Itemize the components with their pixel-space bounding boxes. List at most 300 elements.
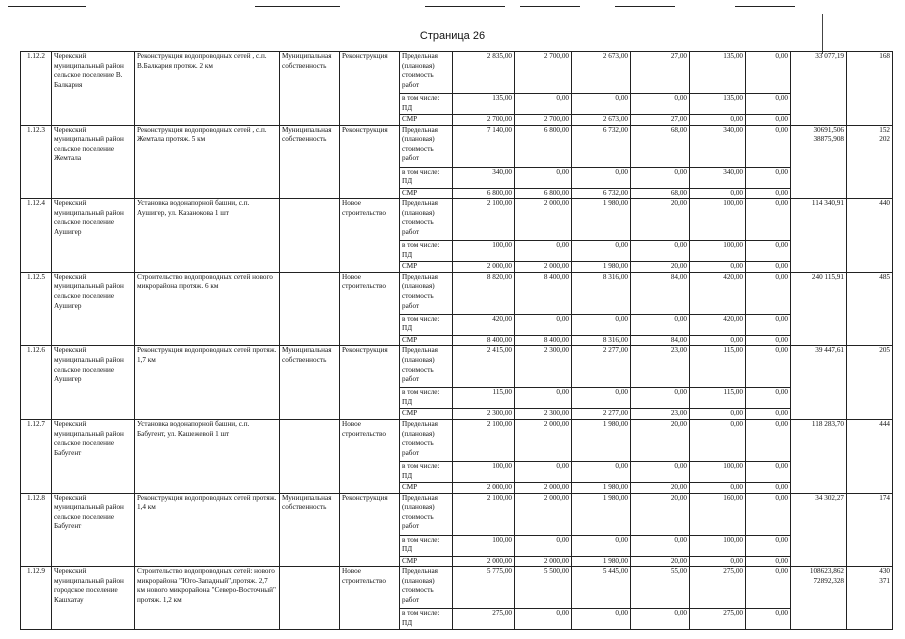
cost-label-line: работ xyxy=(402,227,420,236)
cost-label-line: (плановая) xyxy=(402,61,435,70)
total-label: в том числе: xyxy=(402,167,440,176)
row-number: 1.12.5 xyxy=(21,272,52,346)
description-cell: Реконструкция водопроводных сетей , с.п. Жемтала протяж. 5 км xyxy=(135,125,280,199)
limit-value: 20,00 xyxy=(631,199,690,241)
last-value-cell xyxy=(847,493,893,567)
location-cell: Черекский муниципальный район сельское поселение В. Балкария xyxy=(52,52,135,126)
smr-value: 68,00 xyxy=(631,188,690,199)
smr-value: 23,00 xyxy=(631,409,690,420)
pd-value: 0,00 xyxy=(515,461,572,482)
pd-label: ПД xyxy=(402,250,413,259)
smr-value: 2 000,00 xyxy=(515,262,572,273)
pd-value: 0,00 xyxy=(572,314,631,335)
row-number: 1.12.8 xyxy=(21,493,52,567)
pd-label-cell xyxy=(400,314,453,335)
pd-value: 0,00 xyxy=(631,461,690,482)
description-cell: Реконструкция водопроводных сетей протяж. 1,7 км xyxy=(135,346,280,420)
table-row xyxy=(21,493,893,535)
pd-value: 0,00 xyxy=(515,314,572,335)
smr-value: 0,00 xyxy=(746,188,791,199)
ownership-cell: Муниципальная собственность xyxy=(280,346,340,420)
cost-label-cell xyxy=(400,199,453,241)
last-value-cell xyxy=(847,419,893,493)
table-row xyxy=(21,125,893,167)
cost-label-line: Предельная xyxy=(402,493,438,502)
extra-value-cell-line: 118 283,70 xyxy=(811,419,844,428)
last-value-cell xyxy=(847,199,893,273)
pd-value: 100,00 xyxy=(453,535,515,556)
pd-label: ПД xyxy=(402,397,413,406)
cost-label-line: Предельная xyxy=(402,125,438,134)
smr-value: 0,00 xyxy=(690,482,746,493)
pd-value: 0,00 xyxy=(631,314,690,335)
cost-label-line: Предельная xyxy=(402,52,438,60)
smr-value: 2 700,00 xyxy=(515,115,572,126)
smr-value: 20,00 xyxy=(631,262,690,273)
cost-label-line: (плановая) xyxy=(402,355,435,364)
work-type-cell: Реконструкция xyxy=(340,125,400,199)
cost-label-line: стоимость xyxy=(402,439,434,448)
cost-label-line: стоимость xyxy=(402,218,434,227)
top-rule xyxy=(615,6,675,7)
row-number: 1.12.7 xyxy=(21,419,52,493)
limit-value: 2 100,00 xyxy=(453,199,515,241)
pd-value: 0,00 xyxy=(746,314,791,335)
cost-label-line: Предельная xyxy=(402,346,438,355)
smr-value: 6 800,00 xyxy=(515,188,572,199)
cost-label-line: стоимость xyxy=(402,71,434,80)
extra-value-cell xyxy=(791,493,847,567)
limit-value: 5 445,00 xyxy=(572,567,631,609)
cost-label-cell xyxy=(400,493,453,535)
cost-label-cell xyxy=(400,346,453,388)
total-label: в том числе: xyxy=(402,535,440,544)
pd-value: 0,00 xyxy=(572,167,631,188)
limit-value: 2 000,00 xyxy=(515,493,572,535)
ownership-cell xyxy=(280,272,340,346)
location-cell: Черекский муниципальный район сельское поселение Аушигер xyxy=(52,346,135,420)
pd-value: 0,00 xyxy=(631,535,690,556)
cost-label-line: Предельная xyxy=(402,567,438,576)
last-value-cell-line: 152 xyxy=(879,125,890,134)
page-title: Страница 26 xyxy=(419,30,486,42)
smr-value: 6 800,00 xyxy=(453,188,515,199)
limit-value: 1 980,00 xyxy=(572,419,631,461)
cost-label-line: работ xyxy=(402,448,420,457)
cost-label-line: стоимость xyxy=(402,365,434,374)
pd-value: 0,00 xyxy=(515,241,572,262)
pd-value: 0,00 xyxy=(631,388,690,409)
ownership-cell xyxy=(280,199,340,273)
ownership-cell: Муниципальная собственность xyxy=(280,125,340,199)
pd-value: 0,00 xyxy=(515,388,572,409)
extra-value-cell xyxy=(791,567,847,630)
pd-value: 0,00 xyxy=(515,94,572,115)
limit-value: 23,00 xyxy=(631,346,690,388)
limit-value: 420,00 xyxy=(690,272,746,314)
smr-value: 2 700,00 xyxy=(453,115,515,126)
pd-value: 115,00 xyxy=(453,388,515,409)
cost-label-line: (плановая) xyxy=(402,282,435,291)
limit-value: 55,00 xyxy=(631,567,690,609)
extra-value-cell xyxy=(791,199,847,273)
smr-value: 2 000,00 xyxy=(453,556,515,567)
top-rule xyxy=(425,6,505,7)
smr-value: 84,00 xyxy=(631,335,690,346)
total-label: в том числе: xyxy=(402,609,440,618)
smr-value: 8 400,00 xyxy=(453,335,515,346)
smr-value: 20,00 xyxy=(631,482,690,493)
limit-value: 6 732,00 xyxy=(572,125,631,167)
cost-label-line: (плановая) xyxy=(402,576,435,585)
top-rule xyxy=(255,6,340,7)
top-rule xyxy=(735,6,795,7)
cost-label-line: работ xyxy=(402,375,420,384)
pd-value: 100,00 xyxy=(690,461,746,482)
location-cell: Черекский муниципальный район сельское поселение Бабугент xyxy=(52,493,135,567)
extra-value-cell-line: 240 115,91 xyxy=(811,272,844,281)
last-value-cell-line: 371 xyxy=(879,576,890,585)
limit-value: 0,00 xyxy=(690,419,746,461)
last-value-cell xyxy=(847,272,893,346)
pd-value: 0,00 xyxy=(631,609,690,630)
smr-value: 2 673,00 xyxy=(572,115,631,126)
data-table xyxy=(20,51,893,630)
limit-value: 0,00 xyxy=(746,125,791,167)
last-value-cell-line: 440 xyxy=(879,199,890,208)
smr-value: 0,00 xyxy=(690,188,746,199)
pd-value: 115,00 xyxy=(690,388,746,409)
smr-value: 0,00 xyxy=(746,409,791,420)
row-number: 1.12.3 xyxy=(21,125,52,199)
total-label: в том числе: xyxy=(402,388,440,397)
table-row xyxy=(21,199,893,241)
smr-label-cell: СМР xyxy=(400,409,453,420)
limit-value: 0,00 xyxy=(746,493,791,535)
pd-value: 340,00 xyxy=(690,167,746,188)
limit-value: 1 980,00 xyxy=(572,199,631,241)
smr-label-cell: СМР xyxy=(400,188,453,199)
limit-value: 275,00 xyxy=(690,567,746,609)
smr-value: 0,00 xyxy=(746,262,791,273)
table-row xyxy=(21,567,893,609)
pd-value: 135,00 xyxy=(453,94,515,115)
smr-value: 0,00 xyxy=(746,115,791,126)
pd-label: ПД xyxy=(402,103,413,112)
work-type-cell: Реконструкция xyxy=(340,493,400,567)
pd-label-cell xyxy=(400,535,453,556)
extra-value-cell-line: 38875,908 xyxy=(813,135,844,144)
pd-label: ПД xyxy=(402,618,413,627)
smr-label-cell: СМР xyxy=(400,335,453,346)
last-value-cell xyxy=(847,346,893,420)
limit-value: 8 400,00 xyxy=(515,272,572,314)
pd-value: 0,00 xyxy=(515,609,572,630)
smr-value: 2 000,00 xyxy=(453,482,515,493)
pd-value: 0,00 xyxy=(746,609,791,630)
pd-value: 0,00 xyxy=(515,535,572,556)
smr-value: 2 000,00 xyxy=(515,482,572,493)
limit-value: 2 100,00 xyxy=(453,419,515,461)
cost-label-line: (плановая) xyxy=(402,135,435,144)
pd-value: 275,00 xyxy=(453,609,515,630)
smr-value: 0,00 xyxy=(746,482,791,493)
smr-value: 0,00 xyxy=(690,115,746,126)
work-type-cell: Новое строительство xyxy=(340,567,400,630)
limit-value: 2 415,00 xyxy=(453,346,515,388)
location-cell: Черекский муниципальный район сельское поселение Жемтала xyxy=(52,125,135,199)
smr-value: 0,00 xyxy=(746,556,791,567)
cost-label-line: работ xyxy=(402,595,420,604)
smr-value: 1 980,00 xyxy=(572,556,631,567)
description-cell: Реконструкция водопроводных сетей , с.п. В.Балкария протяж. 2 км xyxy=(135,52,280,126)
last-value-cell-line: 485 xyxy=(879,272,890,281)
cost-label-line: (плановая) xyxy=(402,208,435,217)
last-value-cell xyxy=(847,567,893,630)
smr-label-cell: СМР xyxy=(400,115,453,126)
pd-value: 0,00 xyxy=(746,461,791,482)
extra-value-cell-line: 39 447,61 xyxy=(815,346,844,355)
cost-label-cell xyxy=(400,125,453,167)
smr-value: 8 316,00 xyxy=(572,335,631,346)
description-cell: Реконструкция водопроводных сетей протяж. 1,4 км xyxy=(135,493,280,567)
limit-value: 1 980,00 xyxy=(572,493,631,535)
pd-label-cell xyxy=(400,94,453,115)
cost-label-line: стоимость xyxy=(402,144,434,153)
pd-label: ПД xyxy=(402,545,413,554)
extra-value-cell-line: 33 077,19 xyxy=(815,52,844,60)
description-cell: Установка водонапорной башни, с.п. Аушигер, ул. Казанокова 1 шт xyxy=(135,199,280,273)
pd-label-cell xyxy=(400,388,453,409)
limit-value: 6 800,00 xyxy=(515,125,572,167)
pd-label-cell xyxy=(400,461,453,482)
pd-value: 420,00 xyxy=(453,314,515,335)
location-cell: Черекский муниципальный район городское поселение Кашхатау xyxy=(52,567,135,630)
smr-value: 2 300,00 xyxy=(453,409,515,420)
last-value-cell-line: 168 xyxy=(879,52,890,60)
pd-value: 0,00 xyxy=(572,94,631,115)
smr-value: 27,00 xyxy=(631,115,690,126)
table-row xyxy=(21,419,893,461)
limit-value: 5 775,00 xyxy=(453,567,515,609)
smr-value: 0,00 xyxy=(690,556,746,567)
row-number: 1.12.4 xyxy=(21,199,52,273)
smr-value: 0,00 xyxy=(690,262,746,273)
smr-value: 2 300,00 xyxy=(515,409,572,420)
extra-value-cell xyxy=(791,125,847,199)
cost-label-line: стоимость xyxy=(402,586,434,595)
limit-value: 2 100,00 xyxy=(453,493,515,535)
limit-value: 340,00 xyxy=(690,125,746,167)
pd-value: 0,00 xyxy=(746,94,791,115)
total-label: в том числе: xyxy=(402,94,440,102)
description-cell: Установка водонапорной башни, с.п. Бабугент, ул. Кашежевой 1 шт xyxy=(135,419,280,493)
location-cell: Черекский муниципальный район сельское поселение Аушигер xyxy=(52,272,135,346)
smr-value: 8 400,00 xyxy=(515,335,572,346)
smr-label-cell: СМР xyxy=(400,556,453,567)
last-value-cell-line: 202 xyxy=(879,135,890,144)
limit-value: 0,00 xyxy=(746,346,791,388)
location-cell: Черекский муниципальный район сельское поселение Бабугент xyxy=(52,419,135,493)
limit-value: 2 000,00 xyxy=(515,419,572,461)
pd-value: 135,00 xyxy=(690,94,746,115)
limit-value: 0,00 xyxy=(746,52,791,94)
pd-value: 275,00 xyxy=(690,609,746,630)
pd-value: 0,00 xyxy=(631,241,690,262)
cost-label-line: работ xyxy=(402,301,420,310)
limit-value: 2 300,00 xyxy=(515,346,572,388)
last-value-cell-line: 205 xyxy=(879,346,890,355)
limit-value: 68,00 xyxy=(631,125,690,167)
limit-value: 7 140,00 xyxy=(453,125,515,167)
limit-value: 160,00 xyxy=(690,493,746,535)
work-type-cell: Новое строительство xyxy=(340,199,400,273)
last-value-cell-line: 174 xyxy=(879,493,890,502)
limit-value: 84,00 xyxy=(631,272,690,314)
row-number: 1.12.2 xyxy=(21,52,52,126)
extra-value-cell-line: 108623,862 xyxy=(809,567,844,576)
smr-value: 1 980,00 xyxy=(572,482,631,493)
pd-value: 0,00 xyxy=(572,609,631,630)
pd-label-cell xyxy=(400,609,453,630)
work-type-cell: Новое строительство xyxy=(340,272,400,346)
work-type-cell: Реконструкция xyxy=(340,346,400,420)
description-cell: Строительство водопроводных сетей нового микрорайона протяж. 6 км xyxy=(135,272,280,346)
pd-value: 0,00 xyxy=(746,167,791,188)
limit-value: 8 316,00 xyxy=(572,272,631,314)
cost-label-line: (плановая) xyxy=(402,503,435,512)
smr-value: 20,00 xyxy=(631,556,690,567)
ownership-cell: Муниципальная собственность xyxy=(280,52,340,126)
limit-value: 20,00 xyxy=(631,419,690,461)
limit-value: 100,00 xyxy=(690,199,746,241)
pd-value: 0,00 xyxy=(572,535,631,556)
cost-label-line: стоимость xyxy=(402,291,434,300)
smr-value: 2 000,00 xyxy=(515,556,572,567)
table-body xyxy=(21,52,893,630)
extra-value-cell xyxy=(791,272,847,346)
total-label: в том числе: xyxy=(402,461,440,470)
extra-value-cell-line: 30691,506 xyxy=(813,125,844,134)
limit-value: 20,00 xyxy=(631,493,690,535)
table-row xyxy=(21,52,893,94)
pd-label: ПД xyxy=(402,471,413,480)
cost-label-line: (плановая) xyxy=(402,429,435,438)
limit-value: 135,00 xyxy=(690,52,746,94)
work-type-cell: Реконструкция xyxy=(340,52,400,126)
pd-value: 0,00 xyxy=(631,94,690,115)
work-type-cell: Новое строительство xyxy=(340,419,400,493)
extra-value-cell-line: 34 302,27 xyxy=(815,493,844,502)
pd-value: 100,00 xyxy=(453,241,515,262)
limit-value: 2 673,00 xyxy=(572,52,631,94)
ownership-cell xyxy=(280,419,340,493)
table-row xyxy=(21,272,893,314)
smr-value: 1 980,00 xyxy=(572,262,631,273)
cost-label-line: стоимость xyxy=(402,512,434,521)
smr-value: 0,00 xyxy=(690,409,746,420)
ownership-cell: Муниципальная собственность xyxy=(280,493,340,567)
extra-value-cell-line: 72892,328 xyxy=(813,576,844,585)
smr-value: 0,00 xyxy=(746,335,791,346)
pd-value: 0,00 xyxy=(746,388,791,409)
limit-value: 2 835,00 xyxy=(453,52,515,94)
cost-label-cell xyxy=(400,419,453,461)
top-rule xyxy=(8,6,86,7)
smr-value: 0,00 xyxy=(690,335,746,346)
extra-value-cell-line: 114 340,91 xyxy=(811,199,844,208)
pd-value: 0,00 xyxy=(746,535,791,556)
limit-value: 2 277,00 xyxy=(572,346,631,388)
row-number: 1.12.6 xyxy=(21,346,52,420)
limit-value: 5 500,00 xyxy=(515,567,572,609)
extra-value-cell xyxy=(791,419,847,493)
cost-label-cell xyxy=(400,52,453,94)
limit-value: 0,00 xyxy=(746,567,791,609)
ownership-cell xyxy=(280,567,340,630)
total-label: в том числе: xyxy=(402,241,440,250)
limit-value: 0,00 xyxy=(746,272,791,314)
cost-label-line: Предельная xyxy=(402,419,438,428)
pd-value: 0,00 xyxy=(572,461,631,482)
last-value-cell-line: 430 xyxy=(879,567,890,576)
description-cell: Строительство водопроводных сетей: нового микрорайона "Юго-Западный",протяж. 2,7 км нового микрорайона "Северо-Восточный" протяж. 1,2 км xyxy=(135,567,280,630)
cost-label-line: работ xyxy=(402,522,420,531)
smr-label-cell: СМР xyxy=(400,262,453,273)
pd-value: 0,00 xyxy=(631,167,690,188)
last-value-cell xyxy=(847,52,893,126)
limit-value: 27,00 xyxy=(631,52,690,94)
last-value-cell xyxy=(847,125,893,199)
last-value-cell-line: 444 xyxy=(879,419,890,428)
smr-label-cell: СМР xyxy=(400,482,453,493)
top-rule xyxy=(520,6,580,7)
pd-value: 100,00 xyxy=(690,241,746,262)
smr-value: 2 000,00 xyxy=(453,262,515,273)
limit-value: 115,00 xyxy=(690,346,746,388)
pd-value: 0,00 xyxy=(572,388,631,409)
cost-label-line: работ xyxy=(402,154,420,163)
pd-label-cell xyxy=(400,167,453,188)
cost-label-line: Предельная xyxy=(402,272,438,281)
cost-label-line: Предельная xyxy=(402,199,438,208)
extra-value-cell xyxy=(791,52,847,126)
smr-value: 6 732,00 xyxy=(572,188,631,199)
total-label: в том числе: xyxy=(402,314,440,323)
limit-value: 0,00 xyxy=(746,199,791,241)
location-cell: Черекский муниципальный район сельское поселение Аушигер xyxy=(52,199,135,273)
row-number: 1.12.9 xyxy=(21,567,52,630)
cost-label-cell xyxy=(400,272,453,314)
smr-value: 2 277,00 xyxy=(572,409,631,420)
pd-value: 100,00 xyxy=(690,535,746,556)
cost-label-line: работ xyxy=(402,80,420,89)
pd-value: 100,00 xyxy=(453,461,515,482)
pd-label-cell xyxy=(400,241,453,262)
extra-value-cell xyxy=(791,346,847,420)
pd-label: ПД xyxy=(402,177,413,186)
pd-value: 0,00 xyxy=(746,241,791,262)
table-row xyxy=(21,346,893,388)
pd-value: 340,00 xyxy=(453,167,515,188)
limit-value: 8 820,00 xyxy=(453,272,515,314)
cost-label-cell xyxy=(400,567,453,609)
pd-value: 0,00 xyxy=(515,167,572,188)
pd-value: 420,00 xyxy=(690,314,746,335)
pd-value: 0,00 xyxy=(572,241,631,262)
pd-label: ПД xyxy=(402,324,413,333)
limit-value: 2 700,00 xyxy=(515,52,572,94)
